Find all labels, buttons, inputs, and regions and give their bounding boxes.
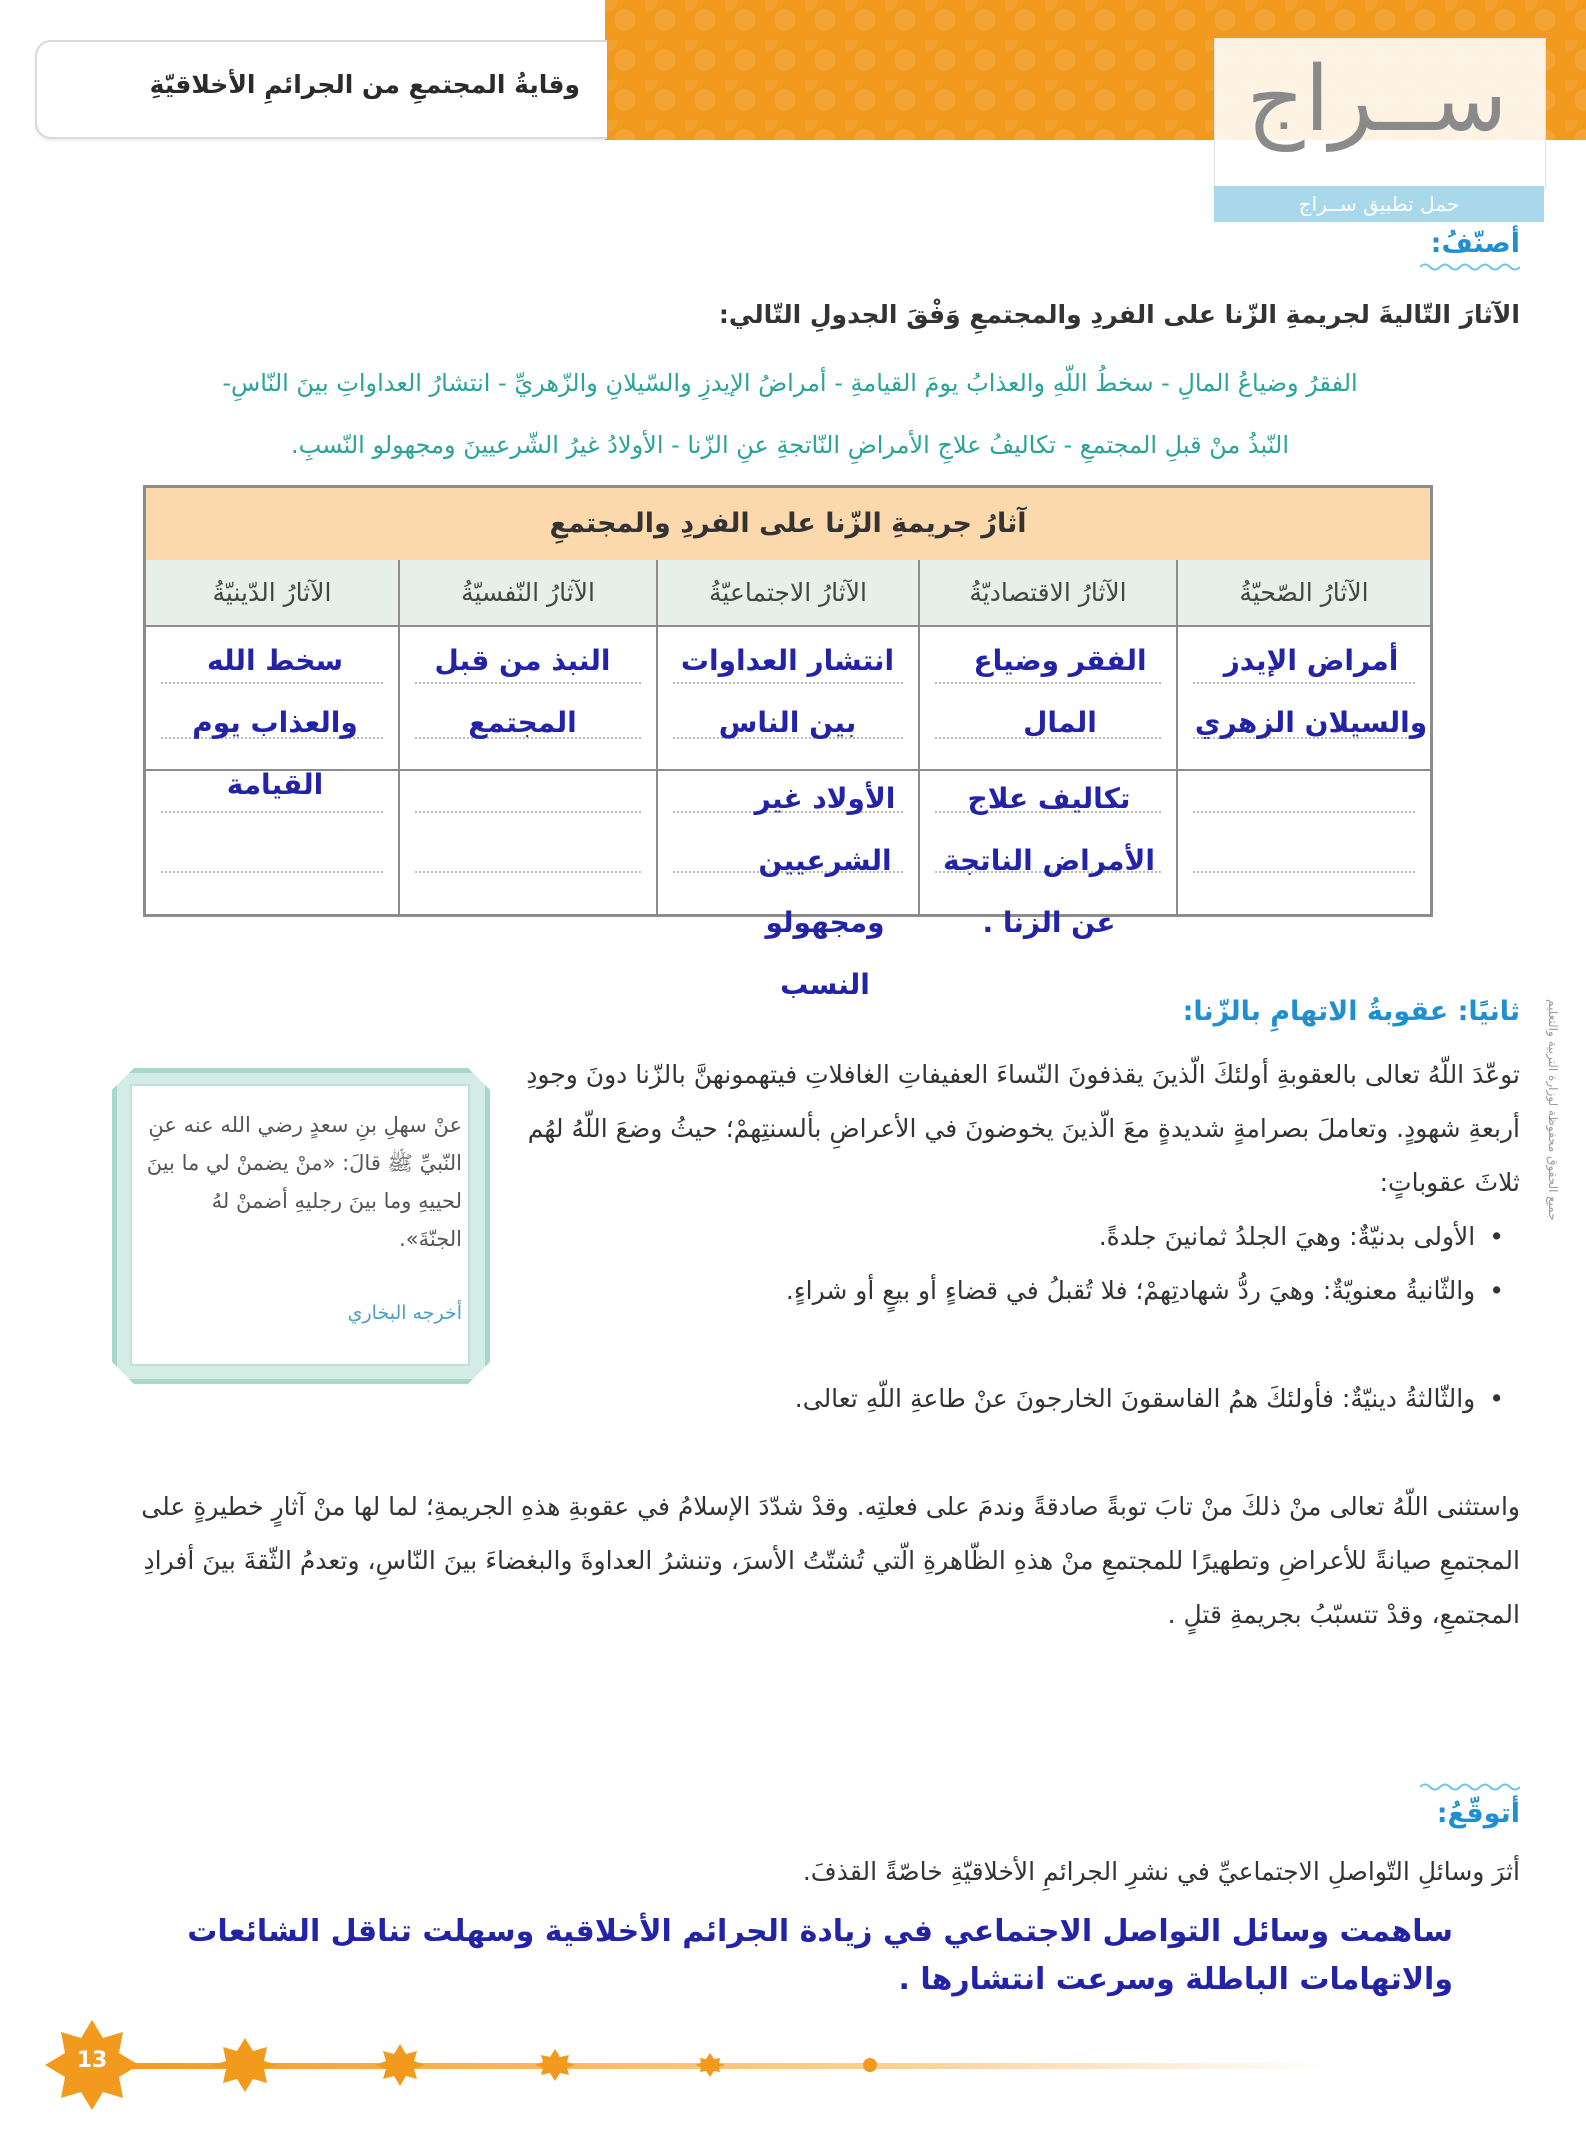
instruction: الآثارَ التّاليةَ لجريمةِ الزّنا على الفردِ والمجتمعِ وَفْقَ الجدولِ التّالي:	[718, 300, 1520, 329]
word-bank-line-2: النّبذُ منْ قبلِ المجتمعِ - تكاليفُ علاجِ الأمراضِ النّاتجةِ عنِ الزّنا - الأولادُ غيرُ الشّرعيينَ ومجهولو النّسبِ.	[291, 431, 1289, 459]
lesson-title: وقايةُ المجتمعِ من الجرائمِ الأخلاقيّةِ	[149, 70, 580, 99]
table-title: آثارُ جريمةِ الزّنا على الفردِ والمجتمعِ	[146, 488, 1430, 563]
answer-religious: سخط الله والعذاب يوم القيامة	[192, 644, 358, 801]
answer-social-2: الأولاد غير الشرعيين ومجهولو النسب	[754, 782, 896, 1001]
expect-label: أتوقّعُ:	[1436, 1798, 1520, 1829]
punishment-conclusion: واستثنى اللّهُ تعالى منْ ذلكَ منْ تابَ توبةً صادقةً وندمَ على فعلتِه. وقدْ شدّدَ الإسلامُ في عقوبةِ هذهِ الجريمةِ؛ لما لها منْ آثارٍ خطيرةٍ على المجتمعِ صيانةً للأعراضِ وتطهيرًا للمجتمعِ منْ هذهِ الظّاهرةِ الّتي تُشتّتُ الأسرَ، وتنشرُ العداوةَ والبغضاءَ بينَ النّاسِ، وتعدمُ الثّقةَ بينَ أفرادِ المجتمعِ، وقدْ تتسبّبُ بجريمةِ قتلٍ .	[141, 1492, 1520, 1629]
punishment-intro: توعّدَ اللّهُ تعالى بالعقوبةِ أولئكَ الّذينَ يقذفونَ النّساءَ العفيفاتِ الغافلاتِ فيتهمونهنَّ بالزّنا دونَ وجودِ أربعةِ شهودٍ. وتعاملَ بصرامةٍ شديدةٍ معَ الّذينَ يخوضونَ في الأعراضِ بألسنتِهمْ؛ حيثُ وضعَ اللّهُ لهُم ثلاثَ عقوباتٍ:	[526, 1060, 1520, 1197]
table-cell[interactable]	[400, 771, 656, 911]
punishment-heading: ثانيًا: عقوبةُ الاتهامِ بالزّنا:	[1182, 996, 1520, 1027]
column-header: الآثارُ الاقتصاديّةُ	[920, 560, 1176, 627]
footer-stars-icon	[45, 2020, 1045, 2110]
answer-health: أمراض الإيدز والسيلان الزهري	[1194, 644, 1428, 739]
punishment-bullet-1: • الأولى بدنيّةٌ: وهيَ الجلدُ ثمانينَ جلدةً.	[494, 1210, 1504, 1264]
wavy-overline-icon	[1420, 1782, 1520, 1792]
punishment-bullet-3: • والثّالثةُ دينيّةٌ: فأولئكَ همُ الفاسقونَ الخارجونَ عنْ طاعةِ اللّهِ تعالى.	[494, 1372, 1504, 1426]
classify-label: أصنّفُ:	[1430, 228, 1520, 259]
logo-text: ســراج	[1246, 47, 1508, 152]
answer-economic-2: تكاليف علاج الأمراض الناتجة عن الزنا .	[943, 782, 1155, 939]
table-cell[interactable]	[1178, 771, 1430, 911]
punishment-bullet-2: • والثّانيةُ معنويّةٌ: وهيَ ردُّ شهادتِهمْ؛ فلا تُقبلُ في قضاءٍ أو بيعٍ أو شراءٍ.	[494, 1264, 1504, 1318]
page-number: 13	[76, 2048, 108, 2073]
expect-answer: ساهمت وسائل التواصل الاجتماعي في زيادة الجرائم الأخلاقية وسهلت تناقل الشائعات والاتهامات الباطلة وسرعت انتشارها .	[187, 1914, 1453, 1997]
word-bank-line-1: الفقرُ وضياعُ المالِ - سخطُ اللّهِ والعذابُ يومَ القيامةِ - أمراضُ الإيدزِ والسّيلانِ والزّهريِّ - انتشارُ العداواتِ بينَ النّاسِ-	[222, 369, 1358, 397]
column-header: الآثارُ الاجتماعيّةُ	[658, 560, 918, 627]
word-bank	[60, 352, 1520, 476]
hadith-text: عنْ سهلِ بنِ سعدٍ رضي الله عنه عنِ النّبيِّ ﷺ قالَ: «منْ يضمنْ لي ما بينَ لحييهِ وما بينَ رجليهِ أضمنْ لهُ الجنّةَ».	[146, 1113, 462, 1251]
column-header: الآثارُ النّفسيّةُ	[400, 560, 656, 627]
column-header: الآثارُ الدّينيّةُ	[146, 560, 398, 627]
side-copyright: جميع الحقوق محفوظة لوزارة التربية والتعليم	[1546, 999, 1560, 1221]
answer-psychological: النبذ من قبل المجتمع	[434, 644, 611, 739]
answer-social-1: انتشار العداوات بين الناس	[680, 644, 895, 739]
expect-question: أثرَ وسائلِ التّواصلِ الاجتماعيِّ في نشرِ الجرائمِ الأخلاقيّةِ خاصّةً القذفَ.	[802, 1857, 1520, 1886]
hadith-source: أخرجه البخاري	[347, 1302, 462, 1324]
wavy-underline-icon	[1420, 262, 1520, 272]
answer-economic-1: الفقر وضياع المال	[973, 644, 1147, 739]
logo-subtitle: حمل تطبيق ســراج	[1298, 192, 1460, 216]
column-header: الآثارُ الصّحيّةُ	[1178, 560, 1430, 627]
